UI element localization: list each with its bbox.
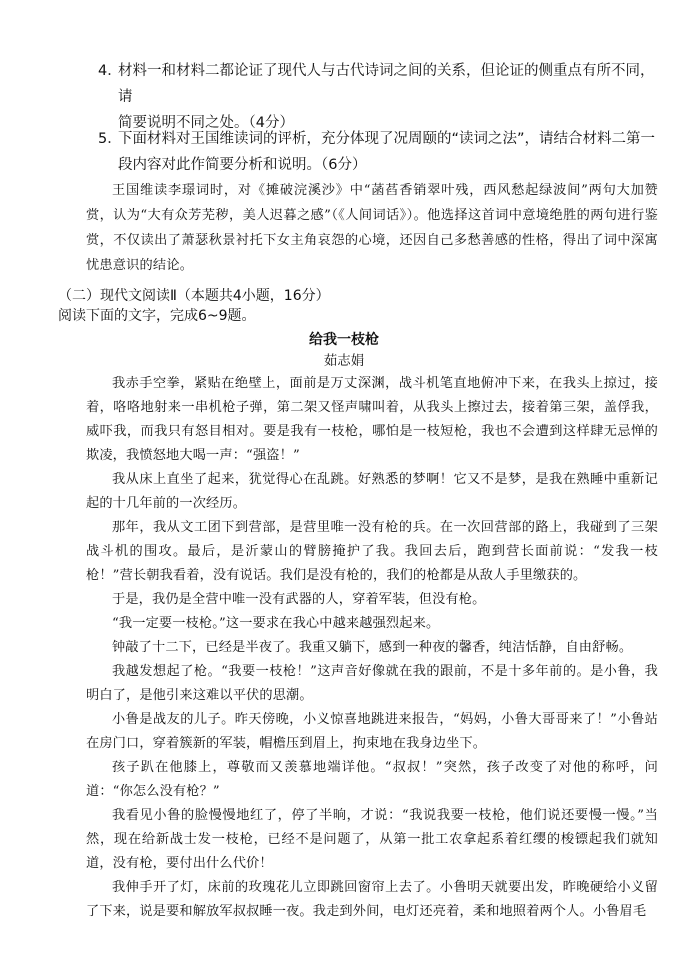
story-paragraph: 小鲁是战友的儿子。昨天傍晚，小义惊喜地跳进来报告，“妈妈，小鲁大哥哥来了！”小鲁站在房门口，穿着簇新的军装，帽檐压到眉上，拘束地在我身边坐下。 — [86, 712, 658, 751]
question-5 — [98, 126, 658, 178]
story-paragraph: 我从床上直坐了起来，犹觉得心在乱跳。好熟悉的梦啊！它又不是梦，是我在熟睡中重新记起的十几年前的一次经历。 — [86, 472, 658, 511]
story-paragraph: 钟敲了十二下，已经是半夜了。我重又躺下，感到一种夜的馨香，纯洁恬静，自由舒畅。 — [112, 640, 633, 655]
question-number: 4． — [98, 63, 122, 79]
story-paragraph: 我看见小鲁的脸慢慢地红了，停了半晌，才说：“我说我要一枝枪，他们说还要慢一慢。”当然，现在给新战士发一枝枪，已经不是问题了，从第一批工农拿起系着红缨的梭镖起我们就知道，没有枪，要付出什么代价！ — [86, 808, 658, 871]
question-4 — [98, 58, 658, 136]
question-text-line1: 材料一和材料二都论证了现代人与古代诗词之间的关系，但论证的侧重点有所不同，请 — [118, 63, 655, 105]
story-paragraph: 那年，我从文工团下到营部，是营里唯一没有枪的兵。在一次回营部的路上，我碰到了三架战斗机的围攻。最后，是沂蒙山的臂膀掩护了我。我回去后，跑到营长面前说：“发我一枝枪！”营长朝我看着，没有说话。我们是没有枪的，我们的枪都是从敌人手里缴获的。 — [86, 520, 658, 583]
question-number: 5． — [98, 131, 122, 147]
story-paragraph: 我越发想起了枪。“我要一枝枪！”这声音好像就在我的跟前，不是十多年前的。是小鲁，我明白了，是他引来这难以平伏的思潮。 — [86, 664, 658, 703]
story-paragraph: 我伸手开了灯，床前的玫瑰花儿立即跳回窗帘上去了。小鲁明天就要出发，昨晚硬给小义留了下来，说是要和解放军叔叔睡一夜。我走到外间，电灯还亮着，柔和地照着两个人。小鲁眉毛 — [86, 880, 658, 919]
question-text-line1: 下面材料对王国维读词的评析，充分体现了况周颐的“读词之法”，请结合材料二第一 — [118, 131, 656, 147]
question-text-line2: 段内容对此作简要分析和说明。（6分） — [118, 157, 367, 173]
story-paragraph: 我赤手空拳，紧贴在绝壁上，面前是万丈深渊，战斗机笔直地俯冲下来，在我头上掠过，接着，咯咯地射来一串机枪子弹，第二架又怪声啸叫着，从我头上擦过去，接着第三架，盖俘我，威吓我，而我只有怒目相对。要是我有一枝枪，哪怕是一枝短枪，我也不会遭到这样肆无忌惮的欺凌，我愤怒地大喝一声：“强盗！” — [86, 376, 658, 463]
question-text-line2: 简要说明不同之处。（4分） — [118, 115, 294, 131]
story-paragraph: 于是，我仍是全营中唯一没有武器的人，穿着军装，但没有枪。 — [112, 592, 486, 607]
story-title: 给我一枝枪 — [309, 332, 379, 348]
section-instruction: 阅读下面的文字，完成6~9题。 — [58, 308, 256, 324]
story-paragraph: “我一定要一枝枪。”这一要求在我心中越来越强烈起来。 — [112, 616, 440, 631]
story-paragraph: 孩子趴在他膝上，尊敬而又羡慕地端详他。“叔叔！”突然，孩子改变了对他的称呼，问道：“你怎么没有枪？” — [86, 760, 658, 799]
quoted-material: 王国维读李璟词时，对《摊破浣溪沙》中“菡萏香销翠叶残，西风愁起绿波间”两句大加赞赏，认为“大有众芳芜秽，美人迟暮之感”（《人间词话》）。他选择这首词中意境绝胜的两句进行鉴赏，不仅读出了萧瑟秋景衬托下女主角哀怨的心境，还因自己多愁善感的性格，得出了词中深寓忧患意识的结论。 — [86, 183, 658, 273]
story-body — [86, 372, 658, 924]
story-author: 茹志娟 — [323, 353, 365, 369]
section-heading: （二）现代文阅读Ⅱ（本题共4小题，16分） — [58, 288, 330, 304]
